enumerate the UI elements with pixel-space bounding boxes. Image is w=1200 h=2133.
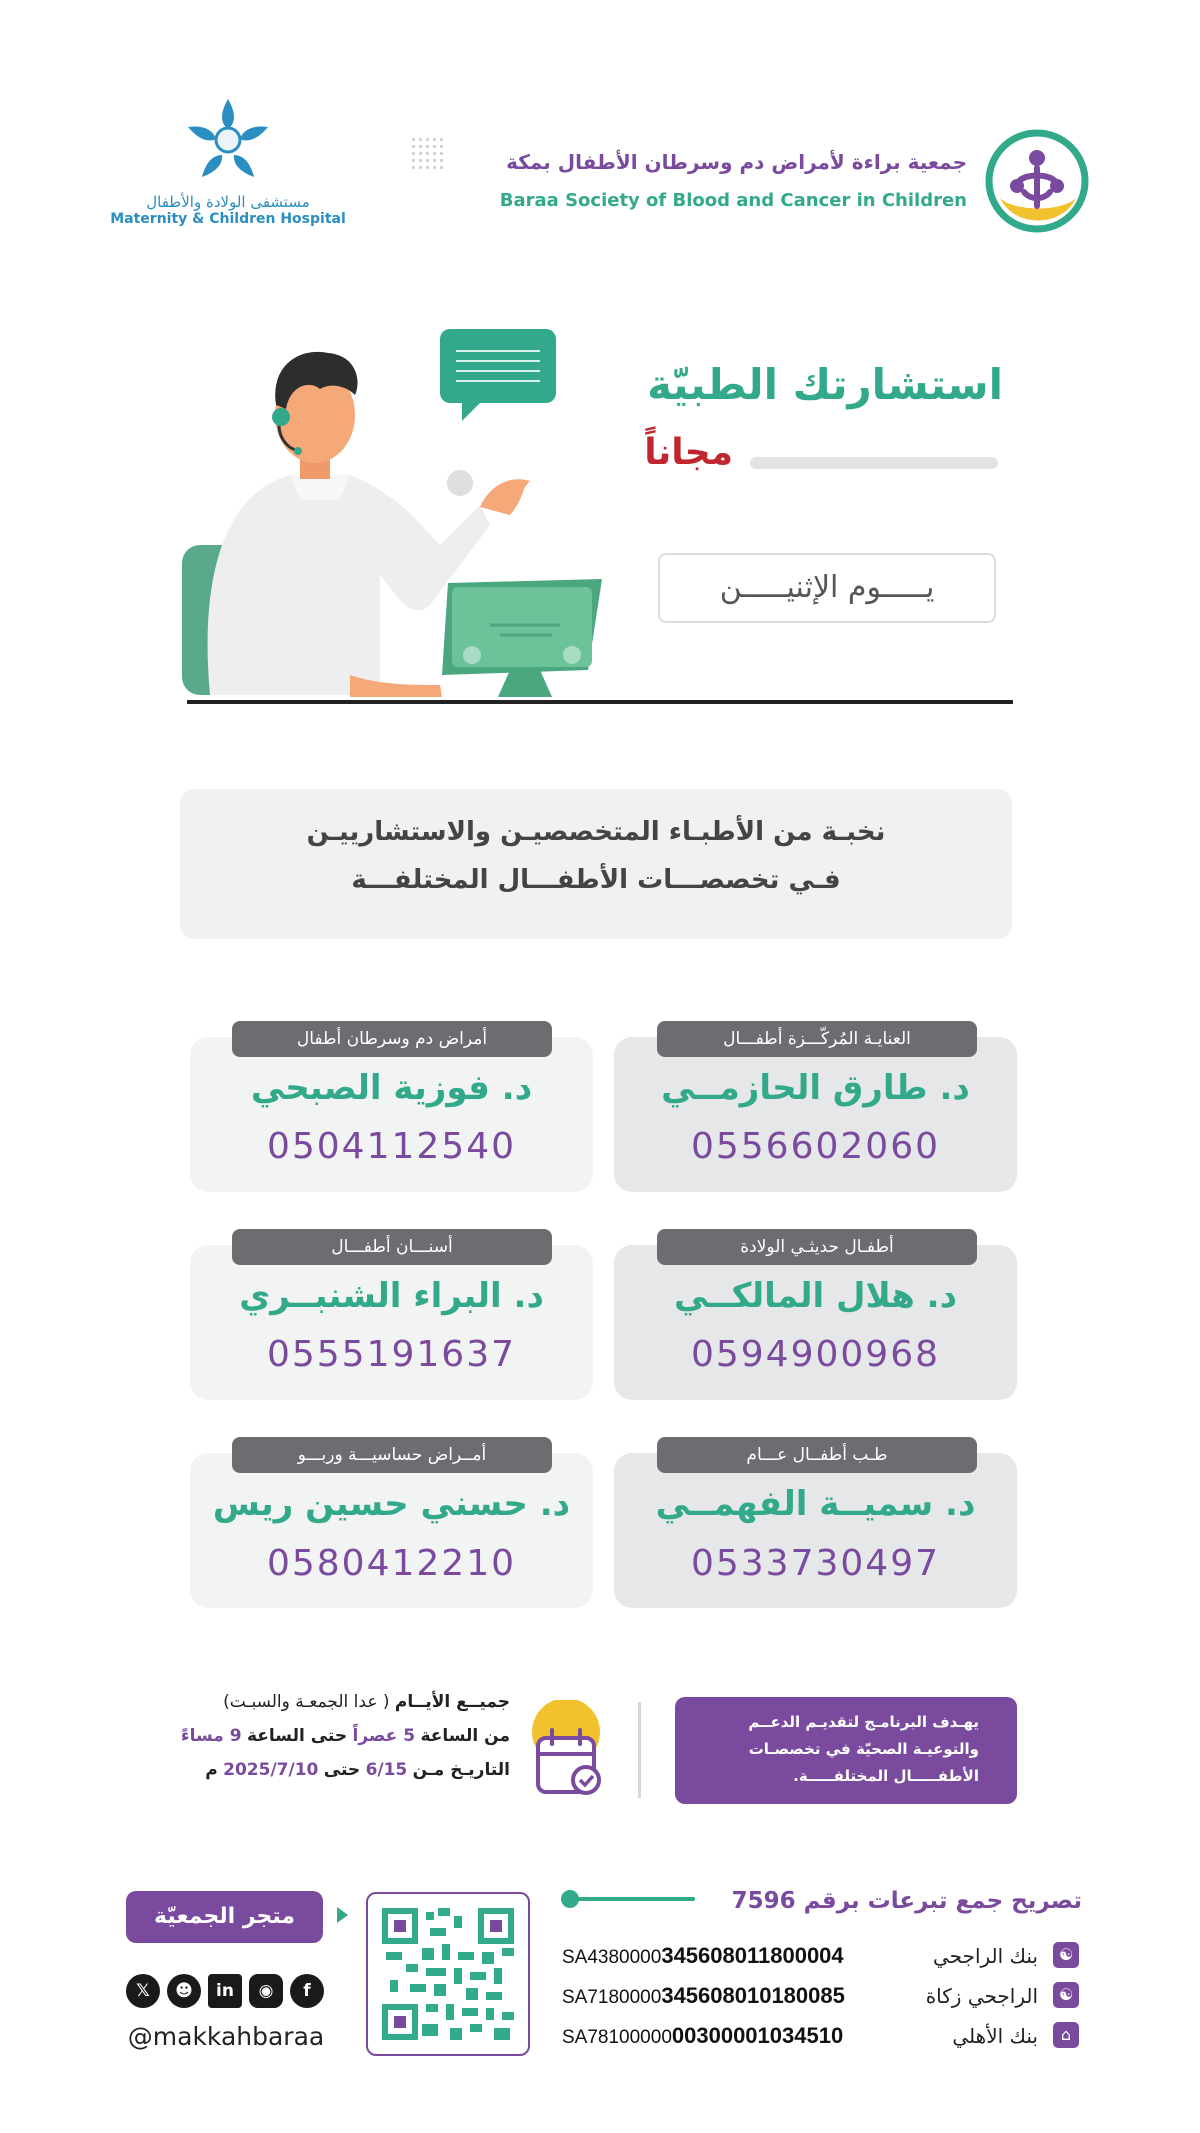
doctor-phone[interactable]: 0533730497 (690, 1543, 941, 1584)
doctor-specialty: أمــراض حساسيـــة وربـــو (232, 1437, 552, 1473)
bank-account[interactable] (562, 1983, 845, 2009)
divider (638, 1702, 641, 1798)
decorative-dots (410, 136, 446, 172)
doctor-card (190, 1037, 593, 1192)
bank-name: بنك الأهلي (952, 2024, 1038, 2048)
date-label: التاريـخ مـن (412, 1760, 510, 1780)
date-suffix: م (205, 1760, 218, 1780)
doctor-phone[interactable]: 0555191637 (266, 1334, 517, 1375)
bank-icon: ☯ (1053, 1982, 1079, 2008)
society-logo (984, 128, 1090, 234)
social-icons (126, 1971, 324, 2011)
account-number: 345608011800004 (661, 1943, 844, 1968)
doctor-name: د. هلال المالكــي (673, 1276, 958, 1316)
calendar-check-icon (530, 1700, 606, 1796)
account-prefix: SA7180000 (562, 1987, 662, 2008)
doctor-card (614, 1245, 1017, 1400)
permit-dot (561, 1890, 579, 1908)
doctor-phone[interactable]: 0580412210 (266, 1543, 517, 1584)
account-number: 345608010180085 (661, 1983, 845, 2008)
instagram-icon[interactable]: ◉ (249, 1974, 283, 2008)
hospital-star-logo-icon (180, 95, 276, 185)
doctor-card (190, 1245, 593, 1400)
doctor-name: د. حسني حسين ريس (212, 1484, 571, 1524)
facebook-icon[interactable]: f (290, 1974, 324, 2008)
doctor-phone[interactable]: 0594900968 (690, 1334, 941, 1375)
program-line-3: الأطفـــــال المختلفـــــة. (793, 1767, 979, 1785)
society-logo-icon (984, 128, 1090, 234)
hero-title: استشارتك الطبيّة (647, 360, 1003, 409)
arrow-right-icon (337, 1907, 348, 1923)
account-number: 00300001034510 (671, 2023, 844, 2048)
doctor-name: د. البراء الشنبــري (239, 1276, 544, 1316)
doctor-card (190, 1453, 593, 1608)
hospital-name-en: Maternity & Children Hospital (110, 211, 346, 227)
program-line-1: يهـدف البرنامـج لتقديـم الدعــم (748, 1713, 979, 1731)
doctor-specialty: أمراض دم وسرطان أطفال (232, 1021, 552, 1057)
hero-free-label: مجاناً (644, 432, 733, 473)
experts-box (180, 789, 1012, 939)
date-to: 2025/7/10 (223, 1760, 319, 1780)
doctor-name: د. فوزية الصبحي (250, 1068, 533, 1108)
days-note: ( عدا الجمعـة والسبـت) (223, 1692, 390, 1712)
linkedin-icon[interactable]: in (208, 1974, 242, 2008)
bank-icon: ☯ (1053, 1942, 1079, 1968)
account-prefix: SA78100000 (562, 2027, 672, 2048)
doctor-specialty: طـب أطفــال عـــام (657, 1437, 977, 1473)
from-hour: 5 عصراً (352, 1726, 416, 1746)
bank-name: بنك الراجحي (933, 1944, 1038, 1968)
to-hour-label: حتى الساعة (246, 1726, 348, 1746)
day-box: يـــــوم الإثنيـــــن (658, 553, 996, 623)
to-hour: 9 مساءً (180, 1726, 242, 1746)
society-name-en: Baraa Society of Blood and Cancer in Children (499, 190, 967, 211)
schedule-hours (110, 1726, 510, 1746)
desk-line (187, 700, 1013, 704)
doctor-illustration (180, 325, 620, 705)
doctor-name: د. سميــة الفهمــي (655, 1484, 976, 1524)
doctor-name: د. طارق الحازمــي (661, 1068, 970, 1108)
qr-code-icon (382, 1908, 514, 2040)
bank-name: الراجحي زكاة (925, 1984, 1038, 2008)
experts-line-2: فـي تخصصـــات الأطفـــال المختلفـــة (351, 865, 841, 895)
program-line-2: والتوعيـة الصحيّة في تخصصـات (748, 1740, 979, 1758)
bank-account[interactable] (562, 1943, 844, 1969)
doctor-phone[interactable]: 0556602060 (690, 1126, 941, 1167)
permit-title: تصريح جمع تبرعات برقم 7596 (731, 1888, 1082, 1914)
store-button[interactable]: متجر الجمعيّة (126, 1891, 323, 1943)
doctor-card (614, 1037, 1017, 1192)
hospital-name-ar: مستشفى الولادة والأطفال (146, 193, 310, 211)
program-box (675, 1697, 1017, 1804)
doctor-specialty: أسنـــان أطفـــال (232, 1229, 552, 1265)
doctor-specialty: أطفـال حديثـي الولادة (657, 1229, 977, 1265)
society-name-ar: جمعية براءة لأمراض دم وسرطان الأطفال بمكة (506, 150, 967, 174)
experts-line-1: نخبـة من الأطبـاء المتخصصيـن والاستشارييـن (306, 817, 886, 847)
days-label: جميــع الأيــام (394, 1692, 510, 1712)
permit-line (565, 1897, 695, 1901)
snapchat-icon[interactable]: ☻ (167, 1974, 201, 2008)
schedule-dates (110, 1760, 510, 1780)
account-prefix: SA4380000 (562, 1947, 662, 1968)
schedule-days (110, 1692, 510, 1712)
date-to-label: حتى (323, 1760, 361, 1780)
x-icon[interactable]: 𝕏 (126, 1974, 160, 2008)
from-hour-label: من الساعة (420, 1726, 510, 1746)
social-handle[interactable]: @makkahbaraa (127, 2022, 325, 2051)
hero-decor-bar (750, 457, 998, 469)
bank-icon: ⌂ (1053, 2022, 1079, 2048)
date-from: 6/15 (365, 1760, 408, 1780)
doctor-card (614, 1453, 1017, 1608)
schedule (110, 1692, 510, 1794)
doctor-phone[interactable]: 0504112540 (266, 1126, 517, 1167)
qr-code[interactable] (366, 1892, 530, 2056)
doctor-specialty: العنايـة المُركّـــزة أطفـــال (657, 1021, 977, 1057)
bank-account[interactable] (562, 2023, 843, 2049)
hospital-logo (108, 95, 348, 227)
